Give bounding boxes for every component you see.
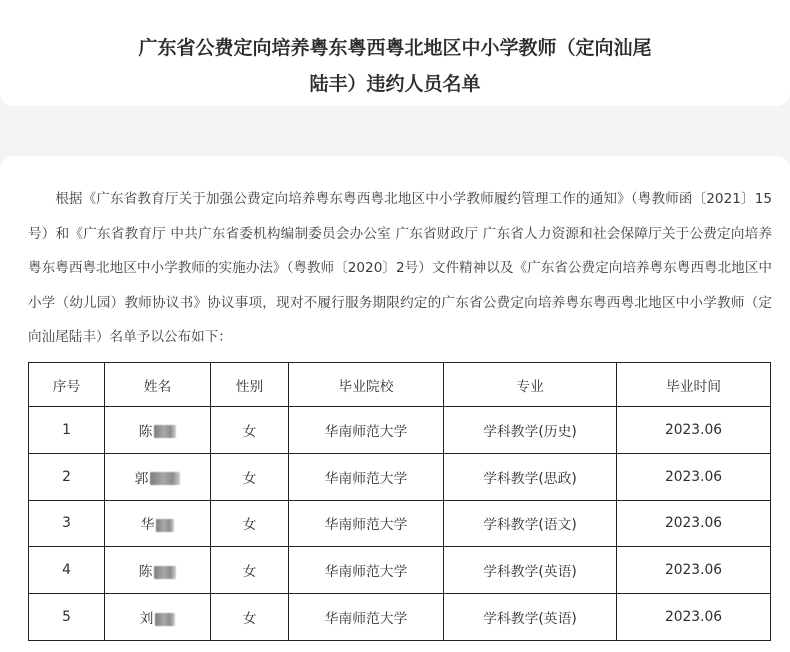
title-line-1: 广东省公费定向培养粤东粤西粤北地区中小学教师（定向汕尾 [138, 37, 652, 59]
cell-major: 学科教学(英语) [444, 547, 617, 594]
header-gender: 性别 [211, 363, 289, 407]
name-redaction [154, 425, 176, 438]
cell-major: 学科教学(英语) [444, 594, 617, 641]
cell-index: 4 [29, 547, 105, 594]
page-title [95, 30, 695, 102]
name-redaction [156, 519, 174, 532]
header-name: 姓名 [105, 363, 211, 407]
cell-major: 学科教学(思政) [444, 453, 617, 500]
notice-paragraph: 根据《广东省教育厅关于加强公费定向培养粤东粤西粤北地区中小学教师履约管理工作的通知》（粤教师函〔2021〕15号）和《广东省教育厅 中共广东省委机构编制委员会办公室 广东省财政厅 广东省人力资源和社会保障厅关于公费定向培养粤东粤西粤北地区中小学教师的实施办法》（粤教师〔2020〕2号）文件精神以及《广东省公费定向培养粤东粤西粤北地区中小学（幼儿园）教师协议书》协议事项，现对不履行服务期限约定的广东省公费定向培养粤东粤西粤北地区中小学教师（定向汕尾陆丰）名单予以公布如下： [28, 191, 772, 345]
table-row [29, 500, 771, 547]
cell-school: 华南师范大学 [289, 407, 444, 454]
name-redaction [150, 472, 180, 485]
name-redaction [155, 613, 175, 626]
header-major: 专业 [444, 363, 617, 407]
name-surname: 陈 [138, 564, 153, 581]
cell-graduation: 2023.06 [617, 500, 771, 547]
cell-name [105, 500, 211, 547]
cell-major: 学科教学(历史) [444, 407, 617, 454]
name-surname: 华 [140, 517, 155, 534]
cell-graduation: 2023.06 [617, 594, 771, 641]
title-line-2: 陆丰）违约人员名单 [309, 73, 481, 95]
cell-gender: 女 [211, 407, 289, 454]
table-row [29, 594, 771, 641]
cell-index: 1 [29, 407, 105, 454]
violator-table [28, 362, 771, 641]
cell-gender: 女 [211, 594, 289, 641]
cell-school: 华南师范大学 [289, 453, 444, 500]
cell-school: 华南师范大学 [289, 594, 444, 641]
cell-major: 学科教学(语文) [444, 500, 617, 547]
name-redaction [154, 566, 176, 579]
title-card [0, 0, 790, 106]
cell-graduation: 2023.06 [617, 453, 771, 500]
cell-gender: 女 [211, 453, 289, 500]
name-surname: 陈 [138, 423, 153, 440]
cell-name [105, 594, 211, 641]
cell-gender: 女 [211, 500, 289, 547]
cell-gender: 女 [211, 547, 289, 594]
cell-index: 3 [29, 500, 105, 547]
table-row [29, 407, 771, 454]
cell-index: 2 [29, 453, 105, 500]
name-surname: 郭 [134, 470, 149, 487]
cell-name [105, 453, 211, 500]
cell-name [105, 547, 211, 594]
header-index: 序号 [29, 363, 105, 407]
header-graduation: 毕业时间 [617, 363, 771, 407]
cell-graduation: 2023.06 [617, 547, 771, 594]
header-school: 毕业院校 [289, 363, 444, 407]
cell-index: 5 [29, 594, 105, 641]
name-surname: 刘 [139, 611, 154, 628]
table-row [29, 547, 771, 594]
cell-school: 华南师范大学 [289, 547, 444, 594]
table-row [29, 453, 771, 500]
cell-school: 华南师范大学 [289, 500, 444, 547]
cell-graduation: 2023.06 [617, 407, 771, 454]
table-header-row [29, 363, 771, 407]
cell-name [105, 407, 211, 454]
